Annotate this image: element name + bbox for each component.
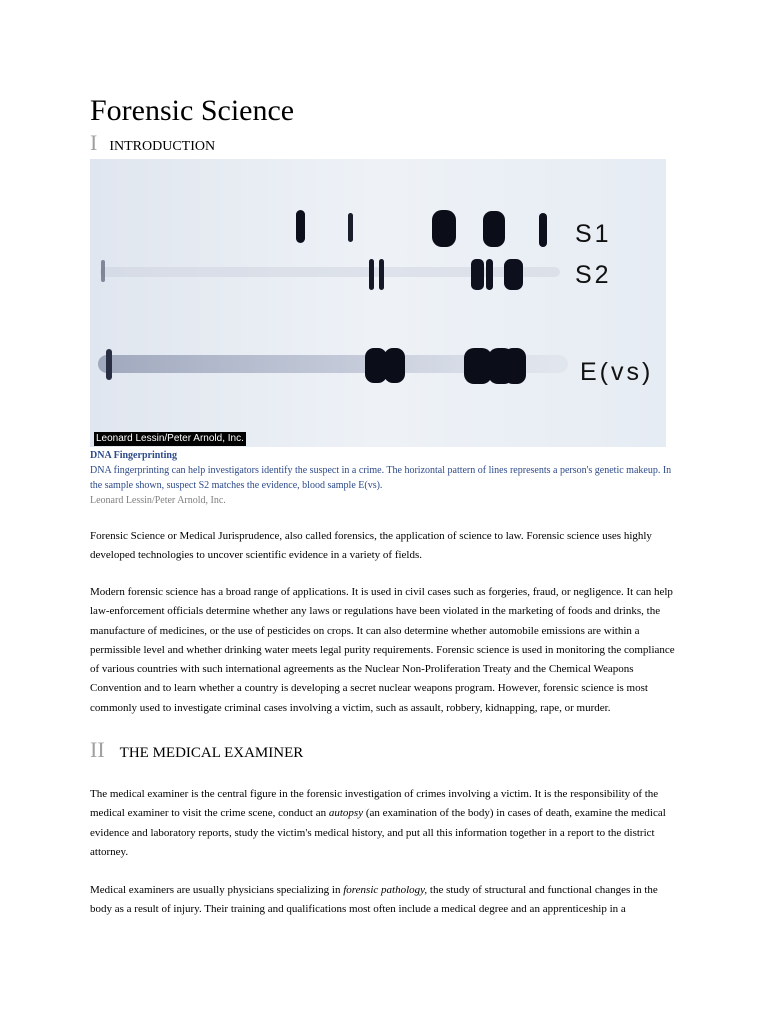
lane-label-s1: S1 bbox=[575, 220, 612, 248]
paragraph-medical-examiner-role bbox=[90, 785, 680, 862]
caption-text: DNA fingerprinting can help investigators identify the suspect in a crime. The horizontal pattern of lines represents a person's genetic makeup. In the sample shown, suspect S2 matches the evidence, blood sample E(vs). bbox=[90, 465, 672, 491]
section-heading-medical-examiner bbox=[90, 738, 303, 762]
paragraph-applications: Modern forensic science has a broad range of applications. It is used in civil cases such as forgeries, fraud, or negligence. It can help law-enforcement officials determine whether any laws or regulations have been violated in the marketing of foods and drinks, the manufacture of medicines, or the use of pesticides on crops. It can also determine whether automobile emissions are within a permissible level and whether drinking water meets legal purity requirements. Forensic science is used in monitoring the compliance of various countries with such international agreements as the Nuclear Non-Proliferation Treaty and the Chemical Weapons Convention and to learn whether a country is developing a secret nuclear weapons program. However, forensic science is most commonly used to investigate criminal cases involving a victim, such as assault, robbery, kidnapping, rape, or murder. bbox=[90, 586, 675, 714]
dna-fingerprint-image bbox=[90, 159, 666, 447]
paragraph-text: Medical examiners are usually physicians specializing in bbox=[90, 884, 344, 896]
paragraph-definition: Forensic Science or Medical Jurisprudence, also called forensics, the application of science to law. Forensic science uses highly developed technologies to uncover scientific evidence in a variety of fields. bbox=[90, 530, 652, 562]
paragraph-text: (an examination of the body) in cases of death, examine the medical evidence and laboratory reports, study the victim's medical history, and put all this information together in a report to the district attorney. bbox=[90, 807, 666, 858]
lane-label-s2: S2 bbox=[575, 261, 612, 289]
term-autopsy: autopsy bbox=[328, 807, 364, 820]
paragraph-text: The medical examiner is the central figure in the forensic investigation of crimes involving a victim. It is the responsibility of the medical examiner to visit the crime scene, conduct an bbox=[90, 788, 659, 820]
section-title: INTRODUCTION bbox=[109, 139, 216, 154]
section-heading-introduction bbox=[90, 131, 215, 156]
section-title: THE MEDICAL EXAMINER bbox=[119, 745, 304, 761]
page-title: Forensic Science bbox=[90, 94, 295, 127]
section-numeral: I bbox=[90, 130, 98, 155]
paragraph-medical-examiner-training bbox=[90, 881, 680, 920]
caption-title: DNA Fingerprinting bbox=[90, 450, 177, 461]
figure-caption bbox=[90, 448, 680, 508]
dna-gel-photo bbox=[90, 159, 666, 447]
section-numeral: II bbox=[90, 737, 105, 762]
gel-background bbox=[90, 159, 666, 447]
term-forensic-pathology: forensic pathology, bbox=[343, 884, 428, 896]
photo-credit-overlay: Leonard Lessin/Peter Arnold, Inc. bbox=[96, 433, 244, 444]
paragraph-text: the study of structural and functional changes in the body as a result of injury. Their training and qualifications most often include a medical degree and an apprenticeship in a bbox=[90, 884, 658, 916]
lane-label-evs: E(vs) bbox=[580, 358, 654, 386]
caption-credit: Leonard Lessin/Peter Arnold, Inc. bbox=[90, 495, 226, 506]
